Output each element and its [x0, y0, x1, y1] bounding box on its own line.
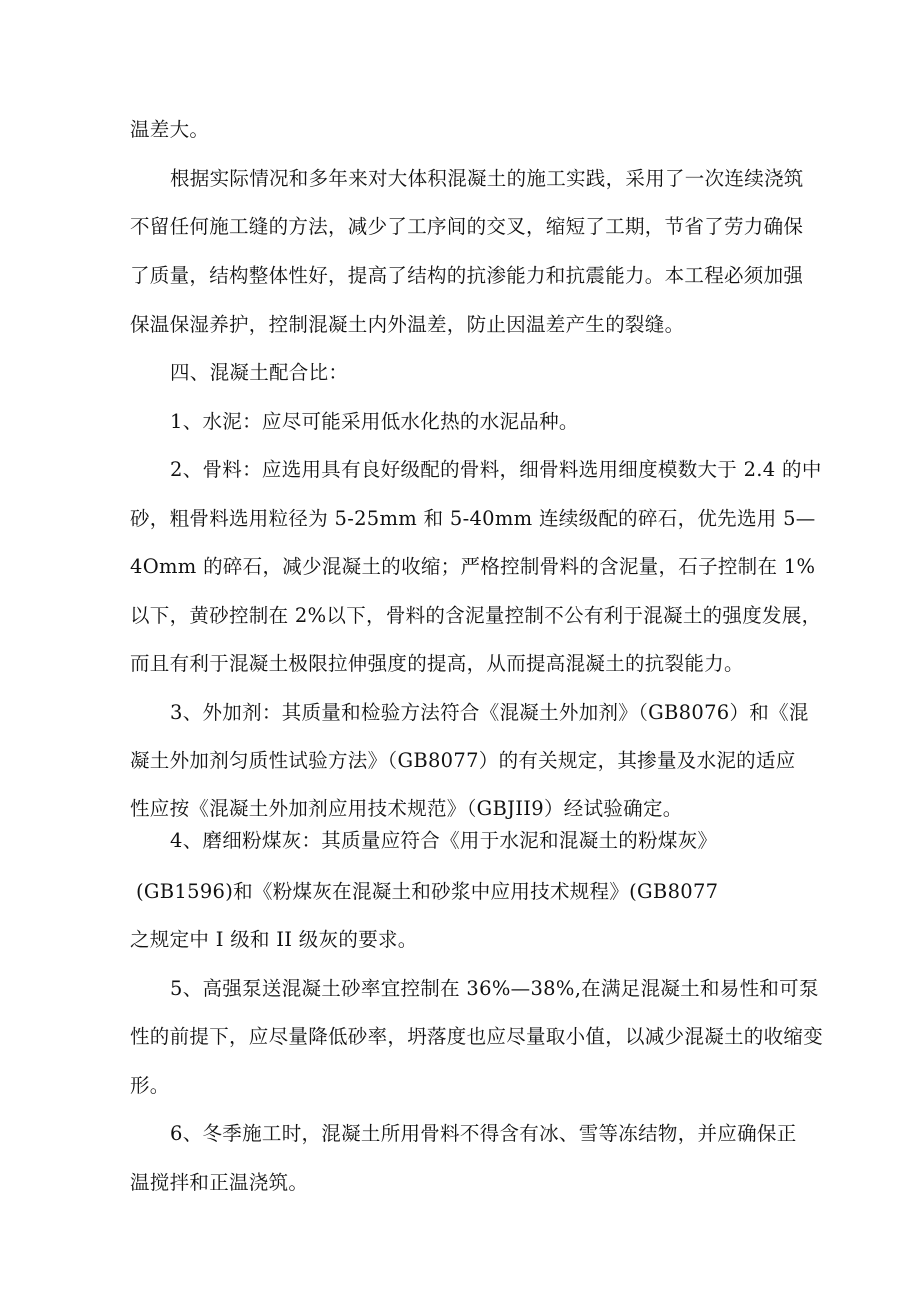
text-line: 2、骨料：应选用具有良好级配的骨料，细骨料选用细度模数大于 2.4 的中 — [170, 458, 822, 481]
text-line: 4Omm 的碎石，减少混凝土的收缩；严格控制骨料的含泥量，石子控制在 1% — [130, 555, 816, 578]
text-line: 而且有利于混凝土极限拉伸强度的提高，从而提高混凝土的抗裂能力。 — [130, 652, 744, 675]
text-line: 5、高强泵送混凝土砂率宜控制在 36%—38%,在满足混凝土和易性和可泵 — [170, 977, 819, 1000]
text-line: 根据实际情况和多年来对大体积混凝土的施工实践，采用了一次连续浇筑 — [170, 167, 804, 190]
text-line: 不留任何施工缝的方法，减少了工序间的交叉，缩短了工期，节省了劳力确保 — [130, 215, 804, 238]
text-line: 形。 — [130, 1074, 170, 1097]
text-line: 性应按《混凝土外加剂应用技术规范》（GBJII9）经试验确定。 — [130, 797, 683, 820]
text-line: 凝土外加剂匀质性试验方法》（GB8077）的有关规定，其掺量及水泥的适应 — [130, 749, 796, 772]
text-line: 温差大。 — [130, 118, 210, 141]
text-line: 6、冬季施工时，混凝土所用骨料不得含有冰、雪等冻结物，并应确保正 — [170, 1122, 797, 1145]
text-line: 了质量，结构整体性好，提高了结构的抗渗能力和抗震能力。本工程必须加强 — [130, 264, 804, 287]
text-line: 保温保湿养护，控制混凝土内外温差，防止因温差产生的裂缝。 — [130, 313, 685, 336]
text-line: 4、磨细粉煤灰：其质量应符合《用于水泥和混凝土的粉煤灰》 — [170, 829, 718, 852]
text-line: 砂，粗骨料选用粒径为 5-25mm 和 5-40mm 连续级配的碎石，优先选用 5— — [130, 507, 816, 530]
text-line: 3、外加剂：其质量和检验方法符合《混凝土外加剂》（GB8076）和《混 — [170, 701, 809, 724]
text-line: 温搅拌和正温浇筑。 — [130, 1171, 309, 1194]
text-line: 之规定中 I 级和 II 级灰的要求。 — [130, 928, 418, 951]
text-line: 以下，黄砂控制在 2%以下，骨料的含泥量控制不公有利于混凝土的强度发展， — [130, 604, 822, 627]
text-line: 1、水泥：应尽可能采用低水化热的水泥品种。 — [170, 410, 579, 433]
text-line: 性的前提下，应尽量降低砂率，坍落度也应尽量取小值，以减少混凝土的收缩变 — [130, 1025, 824, 1048]
section-heading: 四、混凝土配合比： — [170, 361, 349, 384]
text-line: (GB1596)和《粉煤灰在混凝土和砂浆中应用技术规程》(GB8077 — [136, 880, 719, 903]
